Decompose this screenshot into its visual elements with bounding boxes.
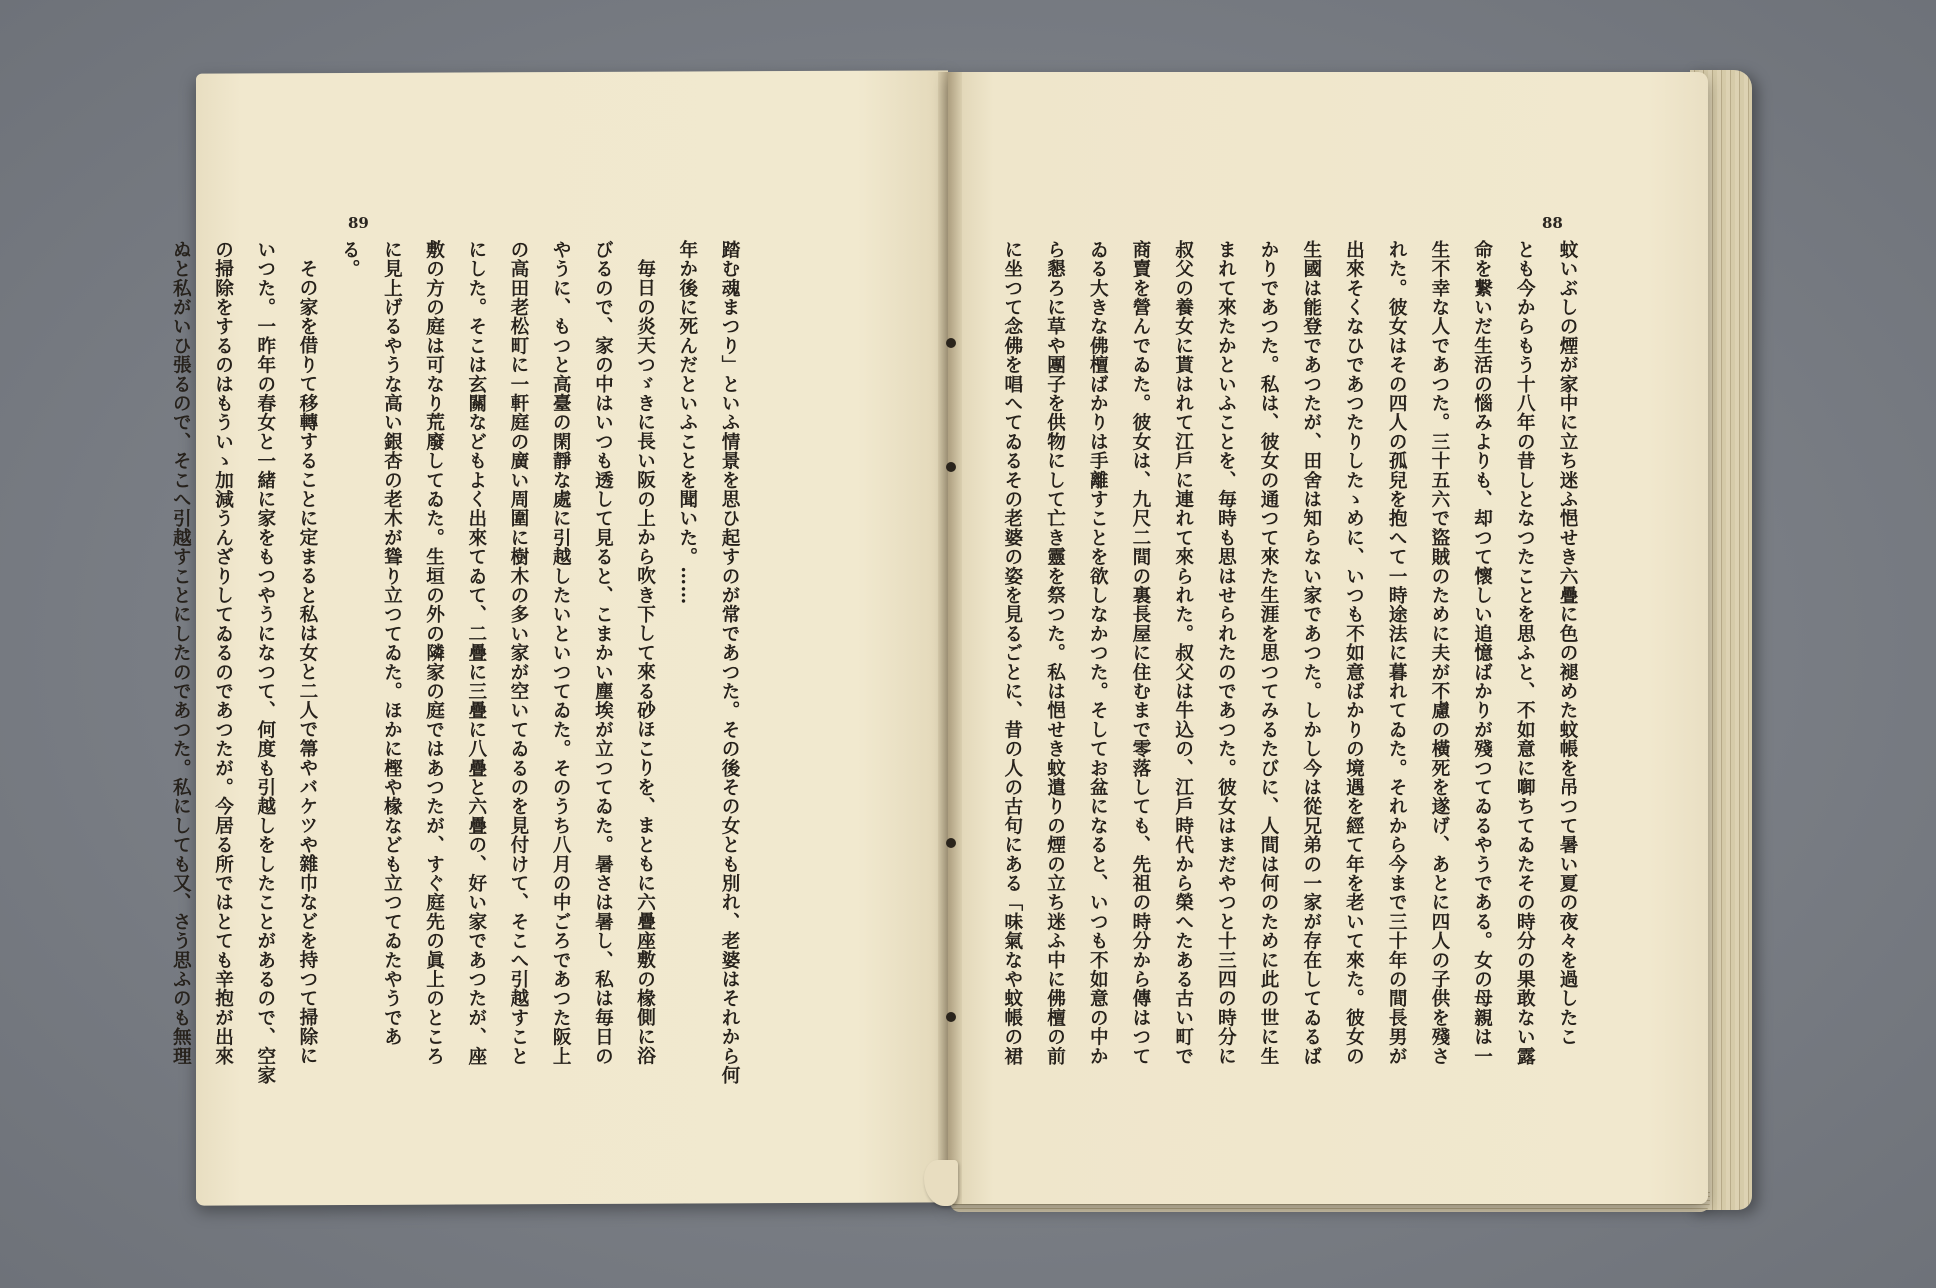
text-line: の高田老松町に一軒庭の廣い周圍に樹木の多い家が空いてゐるのを見付けて、そこへ引越すこと: [507, 240, 529, 1066]
text-line: れた。彼女はその四人の孤兒を抱へて一時途法に暮れてゐた。それから今まで三十年の間長男が: [1386, 240, 1408, 1066]
text-line: 生不幸な人であつた。三十五六で盜賊のために夫が不慮の橫死を遂げ、あとに四人の子供を殘さ: [1428, 240, 1450, 1066]
text-line: びるので、家の中はいつも透して見ると、こまかい塵埃が立つてゐた。暑さは暑し、私は毎日の: [592, 240, 614, 1066]
text-line: 命を繋いだ生活の惱みよりも、却つて懷しい追憶ばかりが殘つてゐるやうである。女の母親は一: [1471, 240, 1493, 1066]
text-line: やうに、もつと高臺の閑靜な處に引越したいといつてゐた。そのうち八月の中ごろであつた阪上: [550, 240, 572, 1066]
binding-stitch: [946, 838, 956, 848]
text-line: に坐つて念佛を唱へてゐるその老婆の姿を見るごとに、昔の人の古句にある「味氣なや蚊帳の裙: [1001, 240, 1023, 1066]
text-line: 毎日の炎天つゞきに長い阪の上から吹き下して來る砂ほこりを、まともに六疊座敷の椽側に浴: [634, 258, 656, 1065]
text-line: 年か後に死んだといふことを聞いた。……: [676, 240, 698, 605]
text-line: いつた。一昨年の春女と一緒に家をもつやうになつて、何度も引越しをしたことがあるので、空家: [254, 240, 276, 1085]
text-line: 出來そくなひであつたりしたゝめに、いつも不如意ばかりの境遇を經て年を老いて來た。彼女の: [1343, 240, 1365, 1066]
text-line: 蚊いぶしの煙が家中に立ち迷ふ悒せき六疊に色の褪めた蚊帳を吊つて暑い夏の夜々を過したこ: [1557, 240, 1578, 1047]
text-line: る。: [339, 240, 361, 279]
text-line: 踏む魂まつり」といふ情景を思ひ起すのが常であつた。その後その女とも別れ、老婆はそれから何: [719, 240, 740, 1085]
text-line: 敷の方の庭は可なり荒廢してゐた。生垣の外の隣家の庭ではあつたが、すぐ庭先の眞上のところ: [423, 240, 445, 1066]
text-line: かりであつた。私は、彼女の通つて來た生涯を思つてみるたびに、人間は何のために此の世に生: [1258, 240, 1280, 1066]
binding-stitch: [946, 338, 956, 348]
page-number-right: 88: [1542, 214, 1563, 232]
page-number-left: 89: [348, 214, 369, 232]
text-line: にした。そこは玄關などもよく出來てゐて、二疊に三疊に八疊と六疊の、好い家であつたが、座: [465, 240, 487, 1066]
binding-stitch: [946, 462, 956, 472]
text-line: ら懇ろに草や團子を供物にして亡き靈を祭つた。私は悒せき蚊遣りの煙の立ち迷ふ中に佛檀の前: [1044, 240, 1066, 1066]
binding-stitch: [946, 1012, 956, 1022]
text-line: その家を借りて移轉することに定まると私は女と二人で箒やバケツや雜巾などを持つて掃除に: [296, 258, 318, 1065]
text-line: の掃除をするのはもういゝ加減うんざりしてゐるのであつたが。今居る所ではとても辛抱が出來: [212, 240, 234, 1066]
text-line: 商賣を營んでゐた。彼女は、九尺二間の裏長屋に住むまで零落しても、先祖の時分から傳はつて: [1129, 240, 1151, 1066]
right-page-text: [1001, 240, 1588, 1066]
text-line: 叔父の養女に貰はれて江戶に連れて來られた。叔父は牛込の、江戶時代から榮へたある古い町で: [1172, 240, 1194, 1066]
book-gutter: [938, 72, 962, 1204]
left-page-text: [170, 240, 750, 1085]
text-line: ぬと私がいひ張るので、そこへ引越すことにしたのであつた。私にしても又、さう思ふのも無理: [170, 240, 192, 1066]
text-line: ゐる大きな佛檀ばかりは手離すことを欲しなかつた。そしてお盆になると、いつも不如意の中か: [1087, 240, 1109, 1066]
text-line: 生國は能登であつたが、田舍は知らない家であつた。しかし今は從兄弟の一家が存在してゐるば: [1300, 240, 1322, 1066]
text-line: まれて來たかといふことを、毎時も思はせられたのであつた。彼女はまだやつと十三四の時分に: [1215, 240, 1237, 1066]
text-line: に見上げるやうな高い銀杏の老木が聳り立つてゐた。ほかに樫や椽なども立つてゐたやうであ: [381, 240, 403, 1047]
text-line: とも今からもう十八年の昔しとなつたことを思ふと、不如意に啣ちてゐたその時分の果敢ない露: [1514, 240, 1536, 1066]
